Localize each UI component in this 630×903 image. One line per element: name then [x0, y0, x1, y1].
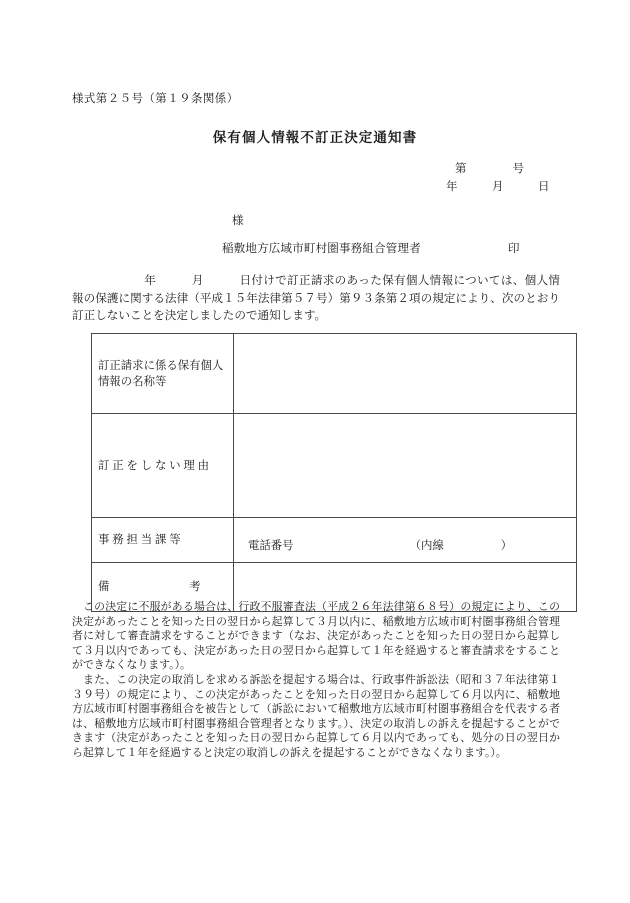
decision-details-table [91, 333, 577, 612]
telephone-line [242, 527, 568, 553]
document-number-field: 第 号 [455, 163, 524, 175]
extension-label: （内線 ） [409, 540, 513, 552]
body-paragraph-text: 年 月 日付けで訂正請求のあった保有個人情報については、個人情報の保護に関する法律（平成１５年法律第５７号）第９３条第２項の規定により、次のとおり訂正しないことを決定しましたので通知します。 [72, 274, 560, 322]
row-label-reason [92, 414, 234, 518]
row-label-department [92, 518, 234, 563]
row-field-information-name[interactable] [234, 334, 577, 414]
row-field-reason[interactable] [234, 414, 577, 518]
table-row [92, 518, 577, 563]
legal-notice-paragraph-2: また、この決定の取消しを求める訴訟を提起する場合は、行政事件訴訟法（昭和３７年法律第１３９号）の規定により、この決定があったことを知った日の翌日から起算して６月以内に、稲敷地方広域市町村圏事務組合を被告として（訴訟において稲敷地方広域市町村圏事務組合を代表する者は、稲敷地方広域市町村圏事務組合管理者となります。）、決定の取消しの訴えを提起することができます（決定があったことを知った日の翌日から起算して６月以内であっても、処分の日の翌日から起算して１年を経過すると決定の取消しの訴えを提起することができなくなります。）。 [72, 673, 560, 759]
table-row [92, 334, 577, 414]
issuer-name: 稲敷地方広域市町村圏事務組合管理者 [222, 243, 421, 255]
row-label-text: 備 考 [98, 581, 201, 593]
addressee-honorific: 様 [232, 215, 244, 227]
row-label-text: 訂 正 を し な い 理 由 [98, 459, 210, 472]
table-row [92, 414, 577, 518]
row-label-text: 訂正請求に係る保有個人情報の名称等 [98, 359, 224, 388]
body-paragraph [72, 272, 560, 325]
document-date-field: 年 月 日 [446, 181, 550, 193]
row-label-text: 事 務 担 当 課 等 [98, 534, 181, 546]
legal-notice [72, 600, 560, 761]
seal-mark-icon: 印 [508, 243, 520, 255]
legal-notice-paragraph-1: この決定に不服がある場合は、行政不服審査法（平成２６年法律第６８号）の規定により、この決定があったことを知った日の翌日から起算して３月以内に、稲敷地方広域市町村圏事務組合管理者に対して審査請求をすることができます（なお、決定があったことを知った日の翌日から起算して３月以内であっても、決定があった日の翌日から起算して１年を経過すると審査請求をすることができなくなります。）。 [72, 601, 560, 672]
telephone-label: 電話番号 [248, 540, 294, 552]
page-title: 保有個人情報不訂正決定通知書 [212, 130, 418, 145]
form-number: 様式第２５号（第１９条関係） [72, 93, 239, 105]
row-label-information-name [92, 334, 234, 414]
row-field-department[interactable] [234, 518, 577, 563]
